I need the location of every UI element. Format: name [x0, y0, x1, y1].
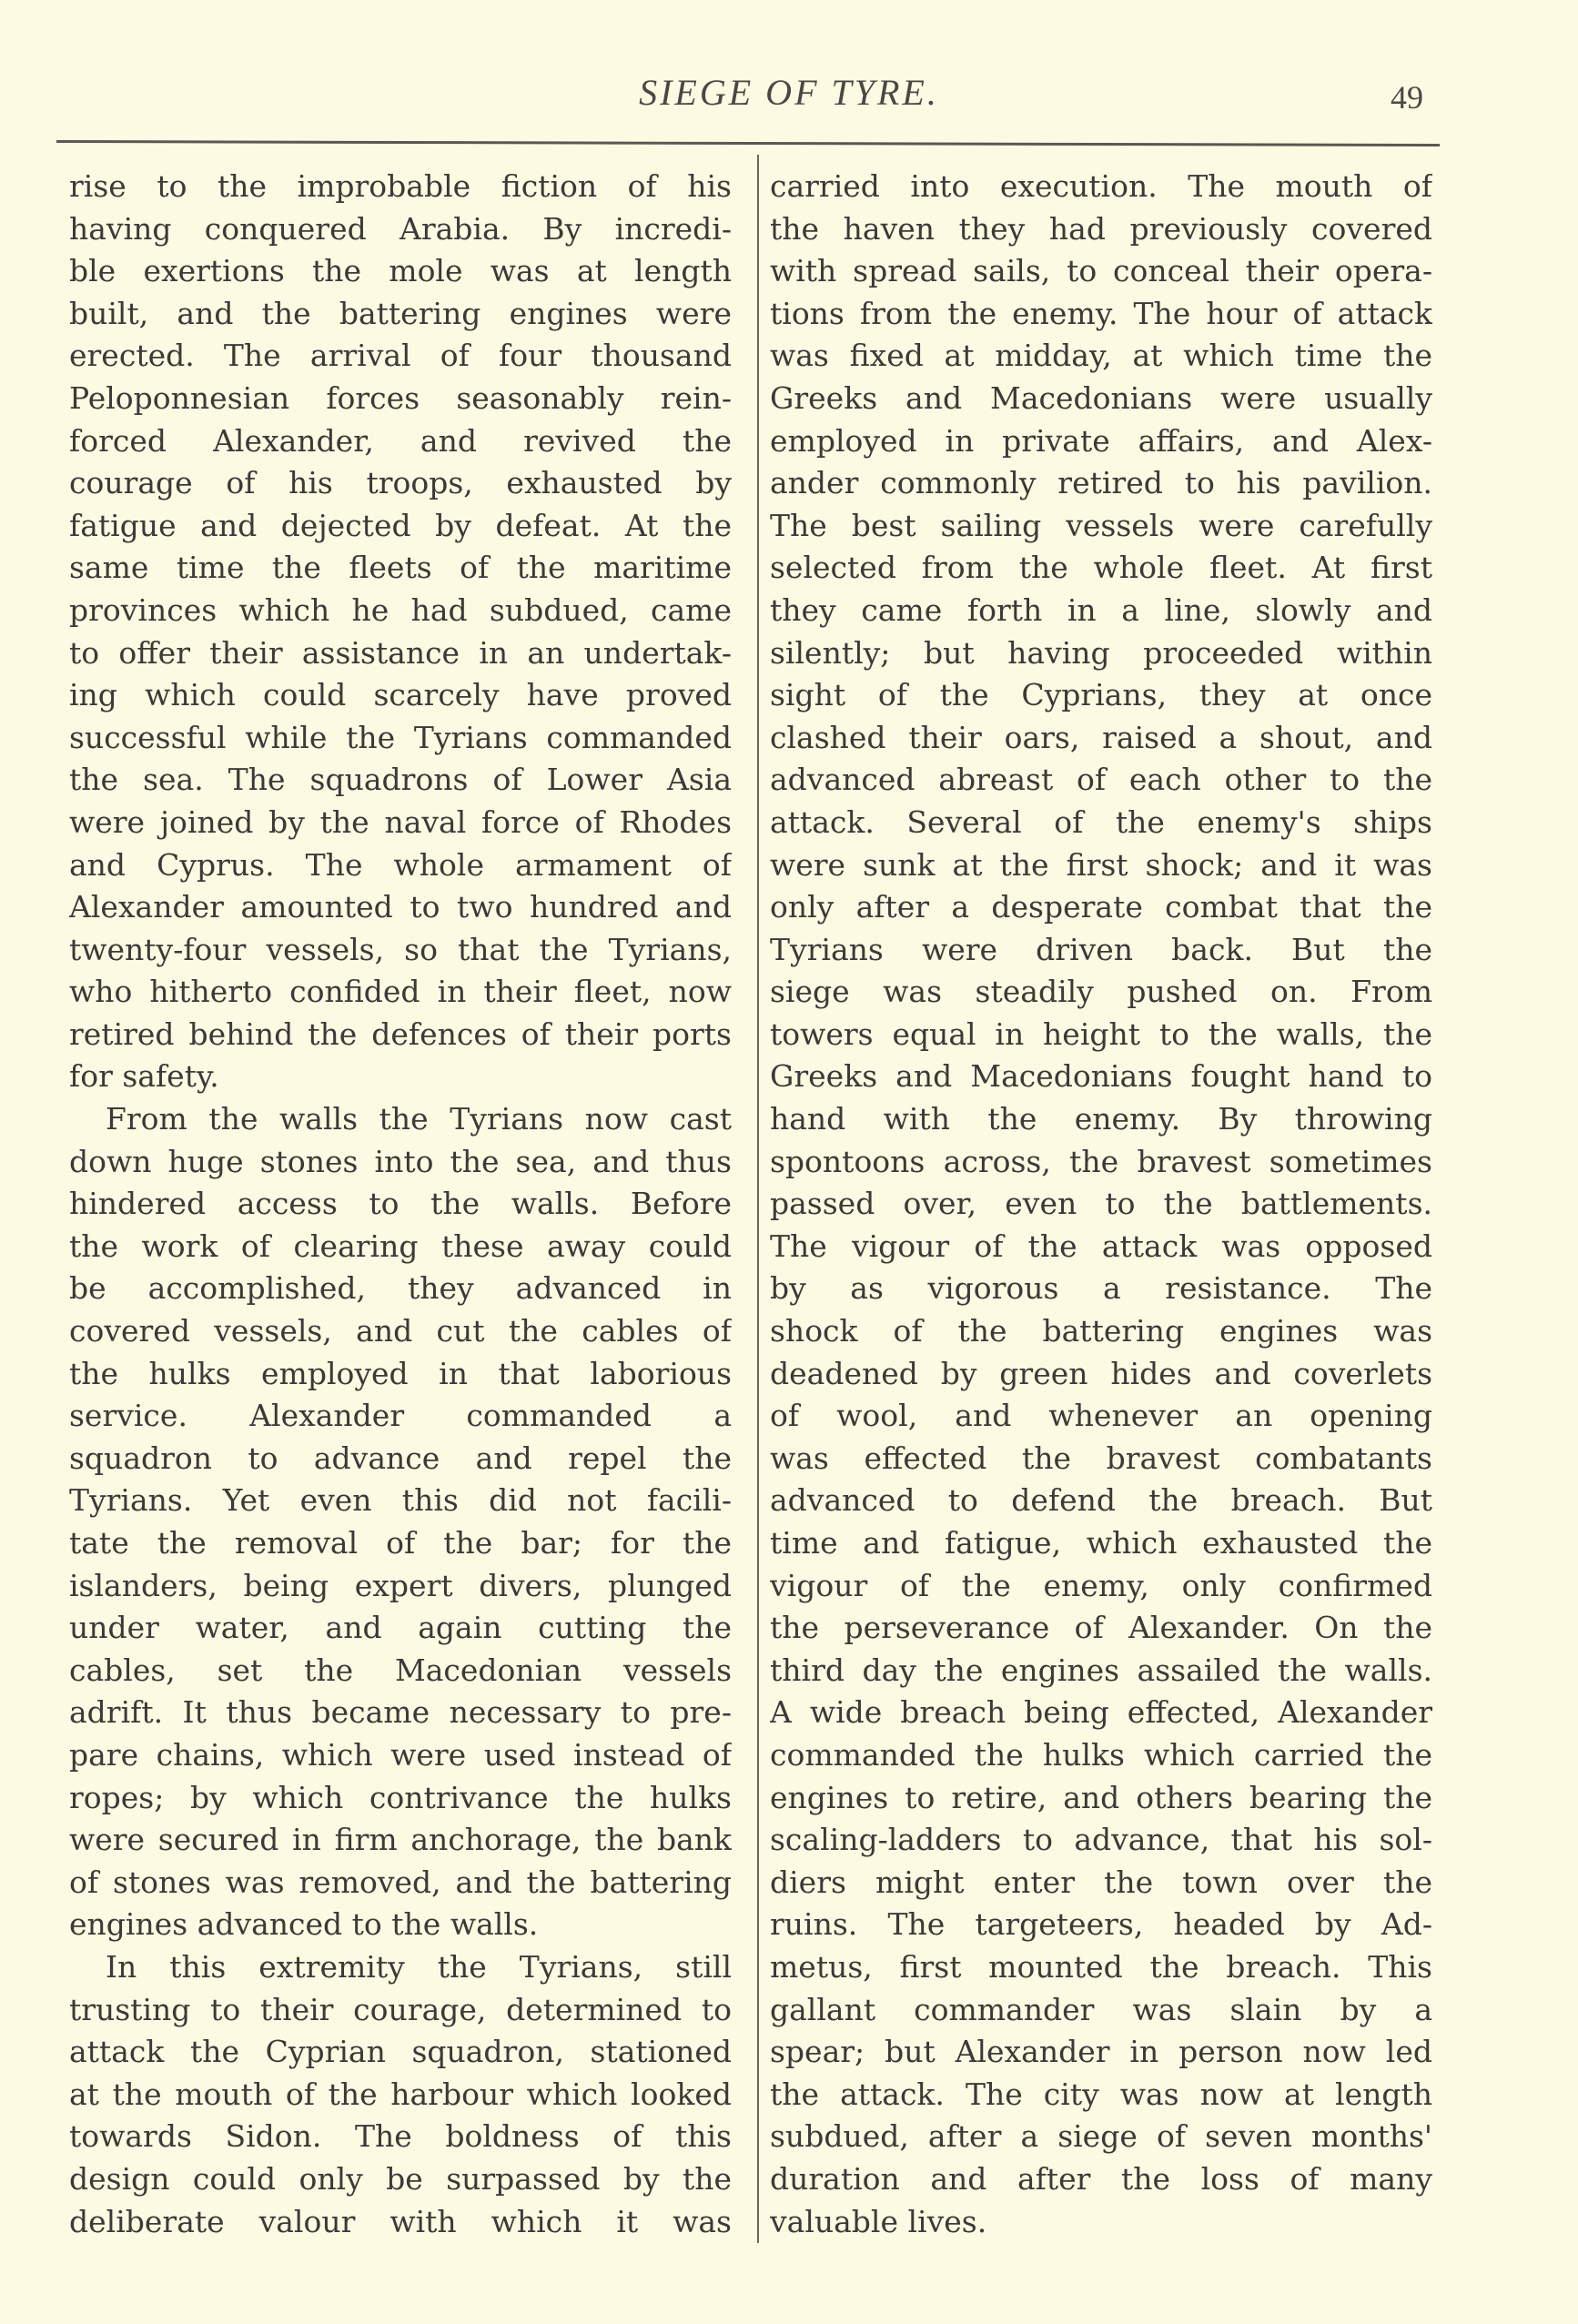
text-line: squadron to advance and repel the — [69, 1440, 732, 1476]
text-line: ble exertions the mole was at length — [69, 253, 732, 289]
text-line: the sea. The squadrons of Lower Asia — [69, 762, 732, 798]
text-line: twenty-four vessels, so that the Tyrians, — [69, 931, 732, 967]
text-line: by as vigorous a resistance. The — [770, 1270, 1432, 1307]
text-line: towards Sidon. The boldness of this — [69, 2118, 732, 2155]
text-line: siege was steadily pushed on. From — [770, 974, 1432, 1010]
text-line: tate the removal of the bar; for the — [69, 1525, 732, 1561]
text-line: with spread sails, to conceal their opera- — [770, 253, 1432, 289]
text-line: attack the Cyprian squadron, stationed — [69, 2034, 732, 2070]
text-line: erected. The arrival of four thousand — [69, 338, 732, 374]
text-line: Tyrians. Yet even this did not facili- — [69, 1482, 732, 1519]
text-line: spear; but Alexander in person now led — [770, 2034, 1432, 2070]
text-line: the hulks employed in that laborious — [69, 1355, 732, 1391]
text-line: diers might enter the town over the — [770, 1864, 1432, 1900]
text-line: subdued, after a siege of seven months' — [770, 2118, 1432, 2155]
text-line: retired behind the defences of their ports — [69, 1015, 732, 1052]
text-line: shock of the battering engines was — [770, 1313, 1432, 1349]
text-line: deadened by green hides and coverlets — [770, 1355, 1432, 1391]
text-line: fatigue and dejected by defeat. At the — [69, 507, 732, 543]
text-line: trusting to their courage, determined to — [69, 1991, 732, 2027]
text-line: A wide breach being effected, Alexander — [770, 1694, 1432, 1731]
text-line: design could only be surpassed by the — [69, 2160, 732, 2197]
text-line: The best sailing vessels were carefully — [770, 507, 1432, 543]
text-line: Alexander amounted to two hundred and — [69, 889, 732, 925]
text-line: adrift. It thus became necessary to pre- — [69, 1694, 732, 1731]
text-line: built, and the battering engines were — [69, 295, 732, 331]
text-line: advanced abreast of each other to the — [770, 762, 1432, 798]
text-line: for safety. — [69, 1058, 219, 1095]
text-line: of wool, and whenever an opening — [770, 1398, 1432, 1434]
text-line: clashed their oars, raised a shout, and — [770, 719, 1432, 755]
text-line: only after a desperate combat that the — [770, 889, 1432, 925]
text-line: having conquered Arabia. By incredi- — [69, 210, 732, 247]
text-line: carried into execution. The mouth of — [770, 168, 1432, 204]
text-line: provinces which he had subdued, came — [69, 591, 732, 628]
text-line: be accomplished, they advanced in — [69, 1270, 732, 1307]
text-line: hindered access to the walls. Before — [69, 1186, 732, 1222]
text-line: the perseverance of Alexander. On the — [770, 1610, 1432, 1646]
text-line: the haven they had previously covered — [770, 210, 1432, 247]
text-line: service. Alexander commanded a — [69, 1398, 732, 1434]
text-line: commanded the hulks which carried the — [770, 1736, 1432, 1773]
text-line: valuable lives. — [770, 2203, 987, 2239]
text-line: selected from the whole fleet. At first — [770, 550, 1432, 586]
text-line: Tyrians were driven back. But the — [770, 931, 1432, 967]
text-line: The vigour of the attack was opposed — [770, 1228, 1432, 1264]
text-line: metus, first mounted the breach. This — [770, 1948, 1432, 1985]
text-line: scaling-ladders to advance, that his sol- — [770, 1822, 1432, 1858]
text-line: spontoons across, the bravest sometimes — [770, 1143, 1432, 1179]
text-line: who hitherto confided in their fleet, now — [69, 974, 732, 1010]
text-line: sight of the Cyprians, they at once — [770, 677, 1432, 713]
text-line: tions from the enemy. The hour of attack — [770, 295, 1432, 331]
text-line: passed over, even to the battlements. — [770, 1186, 1432, 1222]
text-line: Greeks and Macedonians were usually — [770, 379, 1432, 416]
text-line: From the walls the Tyrians now cast — [106, 1101, 732, 1137]
text-line: hand with the enemy. By throwing — [770, 1101, 1432, 1137]
text-line: was fixed at midday, at which time the — [770, 338, 1432, 374]
text-line: pare chains, which were used instead of — [69, 1736, 732, 1773]
text-line: time and fatigue, which exhausted the — [770, 1525, 1432, 1561]
text-line: engines to retire, and others bearing the — [770, 1779, 1432, 1815]
text-line: they came forth in a line, slowly and — [770, 591, 1432, 628]
text-line: islanders, being expert divers, plunged — [69, 1567, 732, 1603]
text-line: Greeks and Macedonians fought hand to — [770, 1058, 1432, 1095]
text-line: were joined by the naval force of Rhodes — [69, 803, 732, 840]
text-line: ing which could scarcely have proved — [69, 677, 732, 713]
text-line: ander commonly retired to his pavilion. — [770, 465, 1432, 501]
right-column — [770, 166, 1432, 2243]
page-number: 49 — [1391, 79, 1423, 116]
column-divider — [757, 155, 759, 2243]
text-line: were sunk at the first shock; and it was — [770, 846, 1432, 883]
text-line: In this extremity the Tyrians, still — [106, 1948, 732, 1985]
running-head: SIEGE OF TYRE. — [639, 72, 939, 113]
text-line: engines advanced to the walls. — [69, 1906, 539, 1943]
text-line: duration and after the loss of many — [770, 2160, 1432, 2197]
text-line: to offer their assistance in an undertak- — [69, 634, 732, 671]
text-line: towers equal in height to the walls, the — [770, 1015, 1432, 1052]
text-line: Peloponnesian forces seasonably rein- — [69, 379, 732, 416]
text-line: employed in private affairs, and Alex- — [770, 422, 1432, 459]
text-line: forced Alexander, and revived the — [69, 422, 732, 459]
text-line: ruins. The targeteers, headed by Ad- — [770, 1906, 1432, 1943]
text-line: silently; but having proceeded within — [770, 634, 1432, 671]
header-rule — [56, 140, 1440, 147]
text-line: third day the engines assailed the walls. — [770, 1652, 1432, 1688]
left-column — [69, 166, 732, 2243]
text-line: under water, and again cutting the — [69, 1610, 732, 1646]
text-line: the work of clearing these away could — [69, 1228, 732, 1264]
text-line: ropes; by which contrivance the hulks — [69, 1779, 732, 1815]
text-line: and Cyprus. The whole armament of — [69, 846, 732, 883]
text-line: at the mouth of the harbour which looked — [69, 2076, 732, 2112]
text-line: rise to the improbable fiction of his — [69, 168, 732, 204]
text-line: deliberate valour with which it was — [69, 2203, 732, 2239]
text-line: advanced to defend the breach. But — [770, 1482, 1432, 1519]
text-line: the attack. The city was now at length — [770, 2076, 1432, 2112]
text-line: gallant commander was slain by a — [770, 1991, 1432, 2027]
text-line: covered vessels, and cut the cables of — [69, 1313, 732, 1349]
text-line: successful while the Tyrians commanded — [69, 719, 732, 755]
text-line: was effected the bravest combatants — [770, 1440, 1432, 1476]
text-line: down huge stones into the sea, and thus — [69, 1143, 732, 1179]
text-line: were secured in firm anchorage, the bank — [69, 1822, 732, 1858]
text-line: courage of his troops, exhausted by — [69, 465, 732, 501]
text-line: cables, set the Macedonian vessels — [69, 1652, 732, 1688]
text-line: same time the fleets of the maritime — [69, 550, 732, 586]
text-line: attack. Several of the enemy's ships — [770, 803, 1432, 840]
text-line: of stones was removed, and the battering — [69, 1864, 732, 1900]
text-line: vigour of the enemy, only confirmed — [770, 1567, 1432, 1603]
